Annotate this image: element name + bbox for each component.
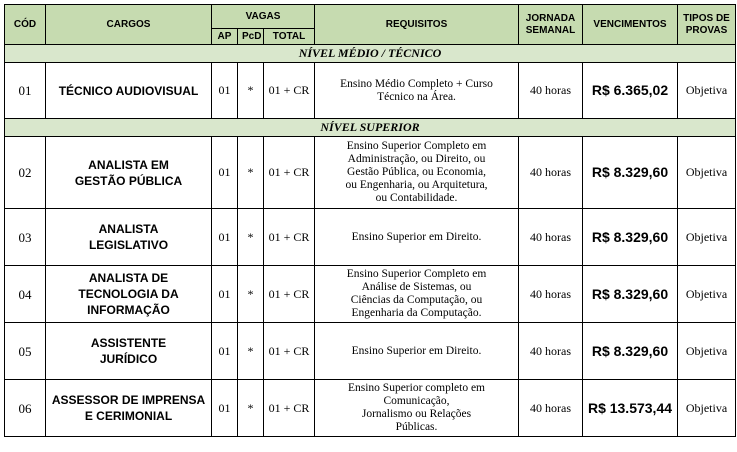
cargo-cell [46, 209, 212, 266]
section-title: NÍVEL MÉDIO / TÉCNICO [5, 45, 736, 63]
table-row [5, 323, 736, 380]
cargo-cell [46, 137, 212, 209]
requisitos-cell [315, 380, 519, 437]
cargo-cell-line: ASSISTENTE [90, 336, 167, 350]
ap-cell: 01 [212, 209, 238, 266]
prova-cell: Objetiva [678, 137, 736, 209]
cargo-cell-line: ANALISTA [98, 222, 159, 236]
vencimento-cell: R$ 13.573,44 [583, 380, 678, 437]
header-total: TOTAL [264, 29, 315, 45]
cargo-cell-line: TÉCNICO AUDIOVISUAL [58, 83, 199, 98]
cargo-cell-line: GESTÃO PÚBLICA [74, 173, 183, 188]
cod-cell: 02 [5, 137, 46, 209]
requisitos-cell-line: Ensino Médio Completo + Curso [340, 77, 493, 90]
table-body [5, 45, 736, 437]
total-cell: 01 + CR [264, 323, 315, 380]
table-row [5, 266, 736, 323]
vencimento-cell: R$ 8.329,60 [583, 137, 678, 209]
jornada-cell: 40 horas [519, 323, 583, 380]
cargo-cell-line: TECNOLOGIA DA [78, 287, 179, 301]
ap-cell: 01 [212, 380, 238, 437]
total-cell: 01 + CR [264, 137, 315, 209]
table-row [5, 63, 736, 119]
jornada-cell: 40 horas [519, 209, 583, 266]
cargo-cell-line: JURÍDICO [99, 352, 158, 366]
cod-cell: 01 [5, 63, 46, 119]
header-cod: CÓD [5, 5, 46, 45]
section-title: NÍVEL SUPERIOR [5, 119, 736, 137]
cargo-cell [46, 63, 212, 119]
pcd-cell: * [238, 323, 264, 380]
cargo-cell [46, 266, 212, 323]
pcd-cell: * [238, 209, 264, 266]
pcd-cell: * [238, 380, 264, 437]
requisitos-cell [315, 323, 519, 380]
cargo-cell-line: E CERIMONIAL [84, 409, 173, 423]
requisitos-cell [315, 137, 519, 209]
requisitos-cell-line: ou Contabilidade. [375, 192, 458, 204]
jornada-cell: 40 horas [519, 380, 583, 437]
prova-cell: Objetiva [678, 266, 736, 323]
requisitos-cell [315, 63, 519, 119]
requisitos-cell-line: Gestão Pública, ou Economia, [347, 166, 486, 178]
requisitos-cell-line: Ensino Superior completo em [347, 382, 486, 394]
requisitos-cell-line: Administração, ou Direito, ou [347, 153, 486, 165]
requisitos-cell-line: Ensino Superior Completo em [346, 268, 487, 280]
requisitos-cell-line: Ensino Superior em Direito. [351, 344, 482, 357]
total-cell: 01 + CR [264, 380, 315, 437]
jornada-cell: 40 horas [519, 137, 583, 209]
header-pcd: PcD [238, 29, 264, 45]
total-cell: 01 + CR [264, 209, 315, 266]
header-vencimentos: VENCIMENTOS [583, 5, 678, 45]
header-cargos: CARGOS [46, 5, 212, 45]
section-header-row [5, 119, 736, 137]
cargo-cell-line: ANALISTA DE [88, 271, 169, 285]
vencimento-cell: R$ 6.365,02 [583, 63, 678, 119]
vencimento-cell: R$ 8.329,60 [583, 266, 678, 323]
requisitos-cell-line: Públicas. [395, 421, 438, 433]
requisitos-cell-line: Ensino Superior Completo em [346, 140, 487, 152]
vencimento-cell: R$ 8.329,60 [583, 209, 678, 266]
cargo-cell-line: ASSESSOR DE IMPRENSA [51, 393, 206, 407]
cod-cell: 04 [5, 266, 46, 323]
requisitos-cell [315, 266, 519, 323]
cod-cell: 05 [5, 323, 46, 380]
requisitos-cell-line: ou Engenharia, ou Arquitetura, [345, 179, 488, 191]
section-header-row [5, 45, 736, 63]
header-jornada: JORNADA SEMANAL [519, 5, 583, 45]
requisitos-cell-line: Ciências da Computação, ou [350, 294, 483, 306]
header-requisitos: REQUISITOS [315, 5, 519, 45]
cargo-cell-line: LEGISLATIVO [88, 238, 169, 252]
jornada-cell: 40 horas [519, 63, 583, 119]
requisitos-cell-line: Engenharia da Computação. [351, 307, 482, 319]
prova-cell: Objetiva [678, 380, 736, 437]
requisitos-cell-line: Técnico na Área. [377, 90, 456, 103]
header-tipos-provas: TIPOS DE PROVAS [678, 5, 736, 45]
ap-cell: 01 [212, 323, 238, 380]
jornada-cell: 40 horas [519, 266, 583, 323]
cargo-cell-line: ANALISTA EM [88, 157, 169, 172]
table-row [5, 209, 736, 266]
ap-cell: 01 [212, 266, 238, 323]
requisitos-cell-line: Comunicação, [383, 395, 450, 407]
pcd-cell: * [238, 63, 264, 119]
requisitos-cell-line: Jornalismo ou Relações [361, 408, 472, 420]
table-row [5, 380, 736, 437]
ap-cell: 01 [212, 63, 238, 119]
header-ap: AP [212, 29, 238, 45]
prova-cell: Objetiva [678, 209, 736, 266]
header-vagas: VAGAS [212, 5, 315, 29]
cargo-cell-line: INFORMAÇÃO [87, 303, 170, 317]
pcd-cell: * [238, 137, 264, 209]
total-cell: 01 + CR [264, 63, 315, 119]
table-row [5, 137, 736, 209]
pcd-cell: * [238, 266, 264, 323]
total-cell: 01 + CR [264, 266, 315, 323]
vencimento-cell: R$ 8.329,60 [583, 323, 678, 380]
requisitos-cell-line: Ensino Superior em Direito. [351, 230, 482, 243]
cargos-table [4, 4, 736, 437]
prova-cell: Objetiva [678, 323, 736, 380]
cod-cell: 03 [5, 209, 46, 266]
cargo-cell [46, 323, 212, 380]
prova-cell: Objetiva [678, 63, 736, 119]
requisitos-cell-line: Análise de Sistemas, ou [361, 281, 472, 293]
cargo-cell [46, 380, 212, 437]
requisitos-cell [315, 209, 519, 266]
cod-cell: 06 [5, 380, 46, 437]
ap-cell: 01 [212, 137, 238, 209]
